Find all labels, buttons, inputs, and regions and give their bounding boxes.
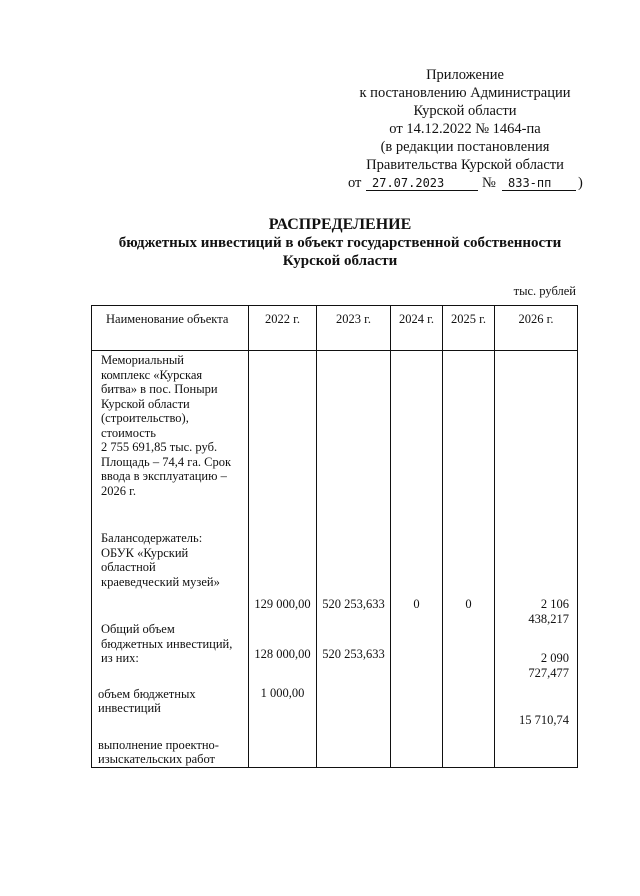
title-line-3: Курской области: [282, 253, 398, 269]
holder-line: краеведческий музей»: [101, 574, 220, 589]
row-label-line: Общий объем: [101, 622, 175, 636]
investments-2026: 2 090 727,477: [528, 651, 569, 680]
description-line: 2026 г.: [101, 483, 136, 498]
design-2022: 1 000,00: [260, 686, 305, 700]
title-line-1: РАСПРЕДЕЛЕНИЕ: [268, 216, 412, 233]
holder-line: ОБУК «Курский: [101, 545, 189, 560]
total-2025: 0: [465, 597, 472, 611]
description-line: Площадь – 74,4 га. Срок: [101, 454, 232, 469]
object-cell: [92, 351, 249, 768]
appendix-line: Курской области: [413, 103, 517, 119]
column-header: 2022 г.: [249, 306, 317, 351]
year-2026-cell: [495, 351, 578, 768]
edition-number-label: №: [482, 175, 496, 191]
total-2024: 0: [413, 597, 420, 611]
holder-line: областной: [101, 560, 156, 574]
total-2022: 129 000,00: [254, 597, 311, 611]
description-line: 2 755 691,85 тыс. руб.: [101, 440, 218, 454]
column-header: 2023 г.: [317, 306, 391, 351]
edition-prefix: от: [348, 175, 362, 191]
edition-number: 833-пп: [502, 176, 576, 191]
document-title: [60, 216, 620, 270]
table-row: [92, 351, 578, 768]
object-description: [95, 353, 245, 498]
description-line: Мемориальный: [101, 353, 184, 367]
column-header: 2025 г.: [443, 306, 495, 351]
total-2023: 520 253,633: [322, 597, 385, 611]
row-label-line: изыскательских работ: [98, 752, 216, 766]
description-line: битва» в пос. Поныри: [101, 382, 218, 396]
row-label-line: объем бюджетных: [98, 686, 196, 701]
year-2023-cell: [317, 351, 391, 768]
investment-table: [91, 305, 578, 768]
edition-date: 27.07.2023: [366, 176, 478, 191]
edition-close: ): [578, 175, 583, 191]
appendix-line: (в редакции постановления: [380, 139, 550, 155]
year-2024-cell: [391, 351, 443, 768]
row-label-line: бюджетных инвестиций,: [101, 636, 233, 651]
investments-2023: 520 253,633: [322, 646, 385, 661]
row-label-line: выполнение проектно-: [98, 737, 219, 752]
holder-description: [95, 531, 245, 589]
row-label-investments: [95, 687, 245, 716]
row-label-line: инвестиций: [98, 701, 161, 715]
row-label-line: из них:: [101, 651, 139, 665]
appendix-line: от 14.12.2022 № 1464-па: [389, 121, 541, 137]
description-line: Курской области: [101, 396, 190, 411]
row-label-total: [95, 622, 245, 666]
title-line-2: бюджетных инвестиций в объект государственной собственности: [118, 235, 562, 251]
edition-line: [330, 174, 600, 194]
description-line: комплекс «Курская: [101, 367, 203, 382]
column-header: 2024 г.: [391, 306, 443, 351]
appendix-line: к постановлению Администрации: [359, 85, 571, 101]
holder-line: Балансодержатель:: [101, 531, 203, 545]
investments-2022: 128 000,00: [254, 646, 311, 661]
design-2026: 15 710,74: [519, 713, 569, 727]
table-header-row: [92, 306, 578, 351]
year-2022-cell: [249, 351, 317, 768]
description-line: стоимость: [101, 425, 156, 440]
appendix-header: [330, 66, 600, 194]
year-2025-cell: [443, 351, 495, 768]
units-label: тыс. рублей: [513, 284, 576, 298]
appendix-line: Приложение: [426, 67, 504, 83]
row-label-design: [95, 738, 245, 767]
total-2026: 2 106 438,217: [528, 597, 569, 626]
description-line: ввода в эксплуатацию –: [101, 469, 227, 483]
appendix-line: Правительства Курской области: [366, 157, 564, 173]
column-header: 2026 г.: [495, 306, 578, 351]
column-header: Наименование объекта: [92, 306, 249, 351]
description-line: (строительство),: [101, 411, 189, 425]
